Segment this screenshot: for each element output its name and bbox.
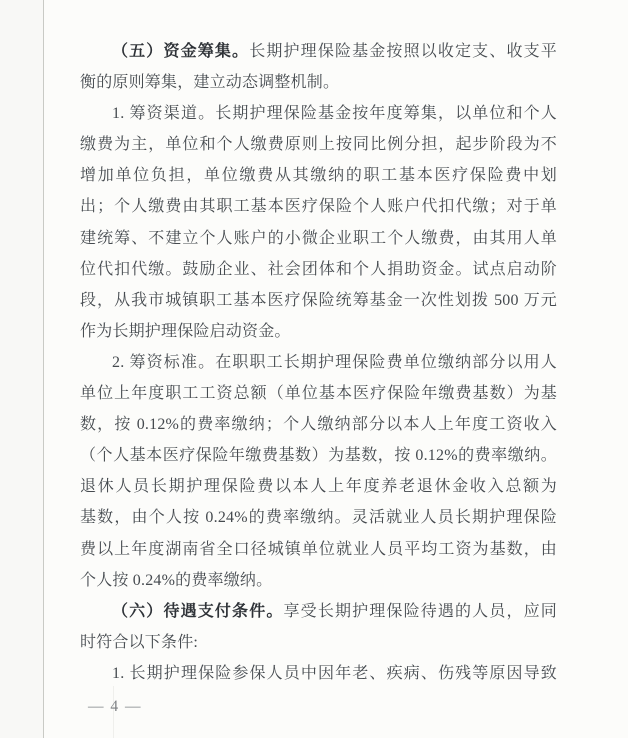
text-line bbox=[80, 502, 557, 533]
line-text: 建统筹、不建立个人账户的小微企业职工个人缴费，由其用人单 bbox=[80, 229, 557, 247]
line-text: 1. 长期护理保险参保人员中因年老、疾病、伤残等原因导致 bbox=[112, 664, 557, 682]
document-body bbox=[80, 36, 557, 689]
text-line bbox=[80, 627, 557, 658]
line-text: 数，按 0.12%的费率缴纳；个人缴纳部分以本人上年度工资收入 bbox=[80, 416, 557, 434]
line-text: 个人按 0.24%的费率缴纳。 bbox=[80, 571, 273, 589]
text-line bbox=[80, 98, 557, 129]
text-line bbox=[80, 471, 557, 502]
text-line bbox=[80, 409, 557, 440]
line-text: 享受长期护理保险待遇的人员，应同 bbox=[283, 602, 557, 620]
line-text: 退休人员长期护理保险费以本人上年度养老退休金收入总额为 bbox=[80, 478, 557, 496]
line-text: 段，从我市城镇职工基本医疗保险统筹基金一次性划拨 500 万元 bbox=[80, 291, 557, 309]
line-text: （个人基本医疗保险年缴费基数）为基数，按 0.12%的费率缴纳。 bbox=[80, 447, 557, 465]
text-line bbox=[80, 67, 557, 98]
line-text: 费以上年度湖南省全口径城镇单位就业人员平均工资为基数，由 bbox=[80, 540, 557, 558]
line-text: 衡的原则筹集，建立动态调整机制。 bbox=[80, 74, 340, 92]
section-heading-5: （五）资金筹集。 bbox=[112, 43, 250, 60]
text-line bbox=[80, 36, 557, 67]
line-text: 长期护理保险基金按照以收定支、收支平 bbox=[249, 43, 557, 60]
line-text: 缴费为主，单位和个人缴费原则上按同比例分担，起步阶段为不 bbox=[80, 136, 557, 154]
text-line bbox=[80, 658, 557, 689]
text-line bbox=[80, 596, 557, 627]
text-line bbox=[80, 316, 557, 347]
line-text: 位代扣代缴。鼓励企业、社会团体和个人捐助资金。试点启动阶 bbox=[80, 260, 557, 278]
section-heading-6: （六）待遇支付条件。 bbox=[112, 602, 284, 620]
scan-margin-strip bbox=[0, 0, 43, 738]
line-text: 单位上年度职工工资总额（单位基本医疗保险年缴费基数）为基 bbox=[80, 385, 557, 403]
text-line bbox=[80, 378, 557, 409]
text-line bbox=[80, 129, 557, 160]
page-number: — 4 — bbox=[88, 698, 142, 715]
line-text: 出；个人缴费由其职工基本医疗保险个人账户代扣代缴；对于单 bbox=[80, 198, 557, 216]
text-line bbox=[80, 534, 557, 565]
text-line bbox=[80, 347, 557, 378]
scan-fold-line bbox=[43, 0, 44, 738]
line-text: 时符合以下条件: bbox=[80, 633, 199, 651]
text-line bbox=[80, 285, 557, 316]
line-text: 作为长期护理保险启动资金。 bbox=[80, 322, 291, 340]
line-text: 1. 筹资渠道。长期护理保险基金按年度筹集，以单位和个人 bbox=[112, 105, 557, 123]
line-text: 2. 筹资标准。在职职工长期护理保险费单位缴纳部分以用人 bbox=[112, 353, 557, 371]
text-line bbox=[80, 160, 557, 191]
text-line bbox=[80, 254, 557, 285]
text-line bbox=[80, 440, 557, 471]
line-text: 基数，由个人按 0.24%的费率缴纳。灵活就业人员长期护理保险 bbox=[80, 509, 557, 527]
text-line bbox=[80, 565, 557, 596]
text-line bbox=[80, 191, 557, 222]
text-line bbox=[80, 223, 557, 254]
line-text: 增加单位负担，单位缴费从其缴纳的职工基本医疗保险费中划 bbox=[80, 167, 557, 185]
